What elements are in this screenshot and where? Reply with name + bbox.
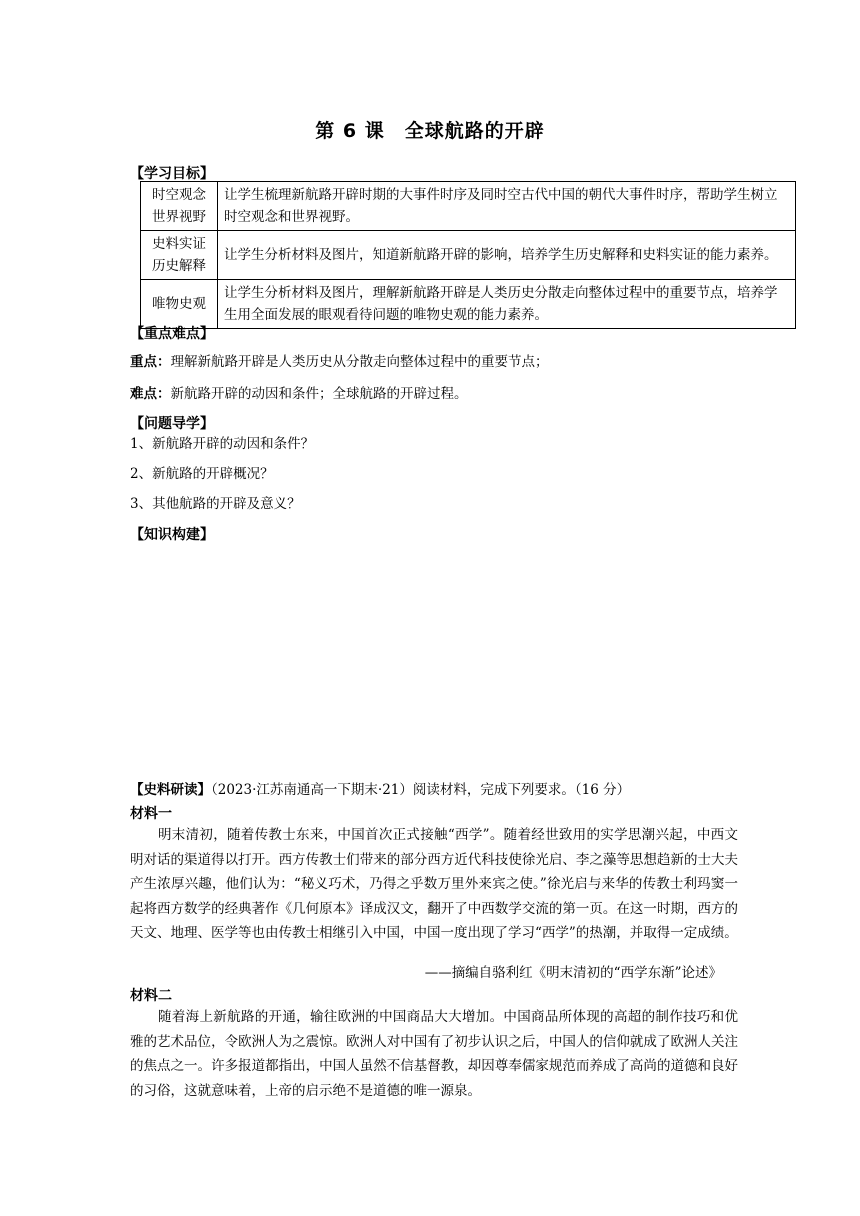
learning-goals-table [140,181,796,329]
goal-key-cell [141,280,218,329]
goal-key-line: 时空观念 [152,187,206,203]
focus-line [130,352,549,372]
goal-key-line: 世界视野 [152,209,206,225]
reading-heading: 【史料研读】 [130,782,211,798]
reading-intro: （2023·江苏南通高一下期末·21）阅读材料，完成下列要求。（16 分） [211,782,631,798]
material-two-text: 随着海上新航路的开通，输往欧洲的中国商品大大增加。中国商品所体现的高超的制作技巧和优雅的艺术品位，令欧洲人为之震惊。欧洲人对中国有了初步认识之后，中国人的信仰就成了欧洲人关注的焦点之一。许多报道都指出，中国人虽然不信基督教，却因尊奉儒家规范而养成了高尚的道德和良好的习俗，这就意味着，上帝的启示绝不是道德的唯一源泉。 [130,1009,738,1099]
difficulty-text: 新航路开辟的动因和条件；全球航路的开辟过程。 [170,386,468,402]
goal-key-line: 唯物史观 [152,296,206,312]
material-one-text: 明末清初，随着传教士东来，中国首次正式接触“西学”。随着经世致用的实学思潮兴起，中西文明对话的渠道得以打开。西方传教士们带来的部分西方近代科技使徐光启、李之藻等思想趋新的士大夫产生浓厚兴趣，他们认为：“秘义巧术，乃得之乎数万里外来宾之使。”徐光启与来华的传教士利玛窦一起将西方数学的经典著作《几何原本》译成汉文，翻开了中西数学交流的第一页。在这一时期，西方的天文、地理、医学等也由传教士相继引入中国，中国一度出现了学习“西学”的热潮，并取得一定成绩。 [130,827,738,941]
goal-key-cell [141,231,218,280]
difficulty-line [130,384,468,404]
material-one-source: ——摘编自骆利红《明末清初的“西学东渐”论述》 [424,965,722,981]
question-item: 1、新航路开辟的动因和条件？ [130,436,315,452]
question-item: 3、其他航路的开辟及意义？ [130,496,301,512]
knowledge-heading: 【知识构建】 [130,527,214,543]
goal-text-cell: 让学生分析材料及图片，知道新航路开辟的影响，培养学生历史解释和史料实证的能力素养。 [218,231,796,280]
focus-label: 重点： [130,354,171,370]
material-two-label: 材料二 [130,988,172,1004]
table-row [141,182,796,231]
goal-text-cell: 让学生分析材料及图片，理解新航路开辟是人类历史分散走向整体过程中的重要节点，培养学生用全面发展的眼观看待问题的唯物史观的能力素养。 [218,280,796,329]
lesson-title: 第 6 课 全球航路的开辟 [315,120,545,142]
goal-text-cell: 让学生梳理新航路开辟时期的大事件时序及同时空古代中国的朝代大事件时序，帮助学生树立时空观念和世界视野。 [218,182,796,231]
difficulty-label: 难点： [130,386,171,402]
question-item: 2、新航路的开辟概况？ [130,466,274,482]
key-points-heading: 【重点难点】 [130,326,214,342]
learning-goals-heading: 【学习目标】 [130,166,214,182]
guided-questions-heading: 【问题导学】 [130,416,214,432]
table-row [141,280,796,329]
focus-text: 理解新航路开辟是人类历史从分散走向整体过程中的重要节点； [170,354,549,370]
reading-heading-line [130,780,630,800]
table-row [141,231,796,280]
material-one-label: 材料一 [130,806,172,822]
goal-key-cell [141,182,218,231]
goal-key-line: 历史解释 [152,258,206,274]
goal-key-line: 史料实证 [152,236,206,252]
